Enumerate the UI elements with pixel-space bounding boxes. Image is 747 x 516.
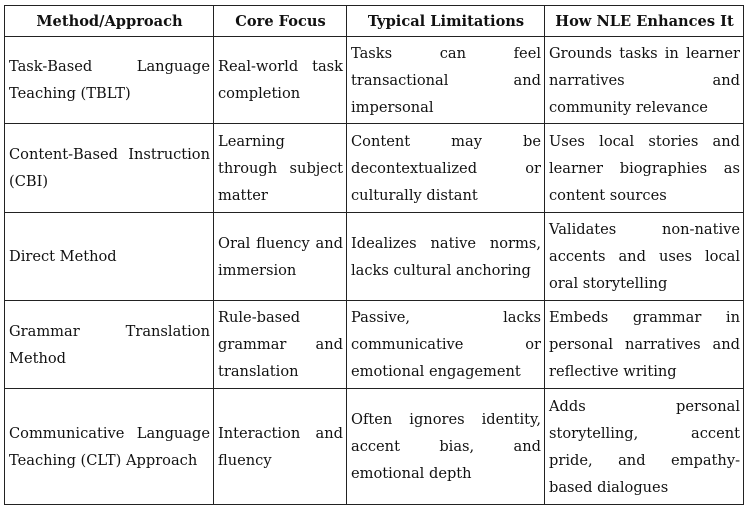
cell-limitations: Idealizes native norms, lacks cultural anchoring <box>347 213 545 301</box>
cell-core-focus: Real-world task completion <box>214 37 347 124</box>
cell-method: Task-Based Language Teaching (TBLT) <box>5 37 214 124</box>
header-nle-enhancement: How NLE Enhances It <box>545 6 744 37</box>
table-row <box>5 37 744 124</box>
header-method: Method/Approach <box>5 6 214 37</box>
header-typical-limitations: Typical Limitations <box>347 6 545 37</box>
table-row <box>5 213 744 301</box>
table-row <box>5 301 744 389</box>
cell-core-focus: Oral fluency and immersion <box>214 213 347 301</box>
cell-core-focus: Rule-based grammar and translation <box>214 301 347 389</box>
cell-enhancement: Validates non-native accents and uses local oral storytelling <box>545 213 744 301</box>
cell-limitations: Tasks can feel transactional and impersonal <box>347 37 545 124</box>
table-row <box>5 389 744 505</box>
table-row <box>5 124 744 213</box>
cell-limitations: Passive, lacks communicative or emotional engagement <box>347 301 545 389</box>
cell-enhancement: Grounds tasks in learner narratives and community relevance <box>545 37 744 124</box>
cell-enhancement: Adds personal storytelling, accent pride, and empathy-based dialogues <box>545 389 744 505</box>
cell-enhancement: Uses local stories and learner biographies as content sources <box>545 124 744 213</box>
cell-method: Content-Based Instruction (CBI) <box>5 124 214 213</box>
cell-limitations: Often ignores identity, accent bias, and emotional depth <box>347 389 545 505</box>
cell-enhancement: Embeds grammar in personal narratives and reflective writing <box>545 301 744 389</box>
comparison-table <box>4 5 744 505</box>
comparison-table-container <box>4 5 743 505</box>
cell-limitations: Content may be decontextualized or culturally distant <box>347 124 545 213</box>
cell-core-focus: Learning through subject matter <box>214 124 347 213</box>
cell-method: Grammar Translation Method <box>5 301 214 389</box>
table-header-row <box>5 6 744 37</box>
header-core-focus: Core Focus <box>214 6 347 37</box>
cell-method: Communicative Language Teaching (CLT) Approach <box>5 389 214 505</box>
cell-core-focus: Interaction and fluency <box>214 389 347 505</box>
cell-method: Direct Method <box>5 213 214 301</box>
